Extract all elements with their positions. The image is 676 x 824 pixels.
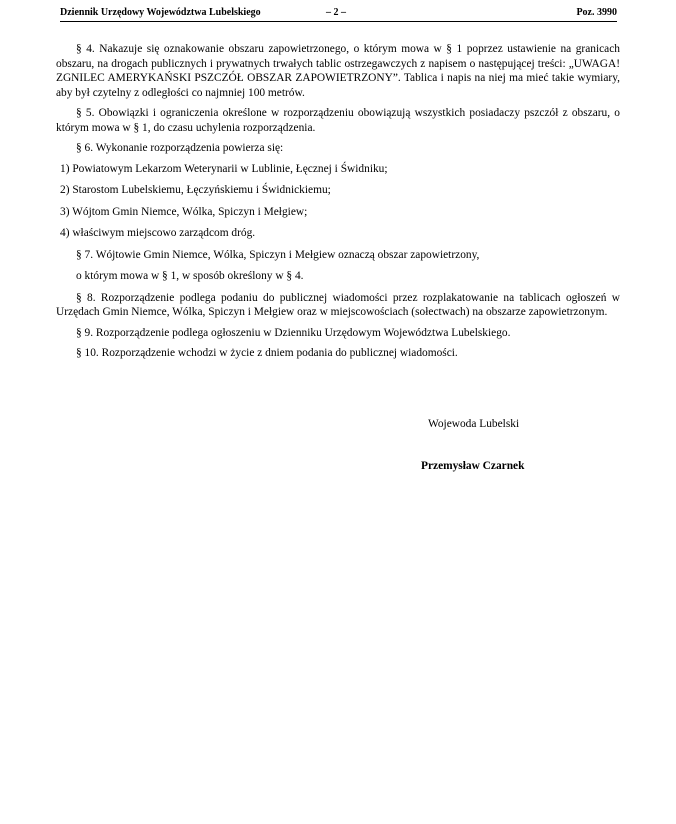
list-item: 4) właściwym miejscowo zarządcom dróg. bbox=[60, 227, 256, 239]
list-item: 1) Powiatowym Lekarzom Weterynarii w Lublinie, Łęcznej i Świdniku; bbox=[60, 162, 388, 175]
position-number: Poz. 3990 bbox=[576, 7, 617, 18]
paragraph-10: § 10. Rozporządzenie wchodzi w życie z dniem podania do publicznej wiadomości. bbox=[76, 347, 458, 359]
list-item: 3) Wójtom Gmin Niemce, Wólka, Spiczyn i Mełgiew; bbox=[60, 205, 308, 218]
paragraph-7-line-1: § 7. Wójtowie Gmin Niemce, Wólka, Spiczyn i Mełgiew oznaczą obszar zapowietrzony, bbox=[76, 248, 480, 261]
document-body bbox=[56, 42, 620, 367]
signatory-name: Przemysław Czarnek bbox=[421, 460, 525, 472]
list-item: 2) Starostom Lubelskiemu, Łęczyńskiemu i Świdnickiemu; bbox=[60, 184, 331, 196]
paragraph-7-line-2: o którym mowa w § 1, w sposób określony w § 4. bbox=[76, 270, 304, 282]
paragraph-9: § 9. Rozporządzenie podlega ogłoszeniu w Dzienniku Urzędowym Województwa Lubelskiego. bbox=[76, 326, 511, 339]
signatory-title: Wojewoda Lubelski bbox=[428, 418, 520, 430]
page-number: – 2 – bbox=[326, 7, 346, 18]
paragraph-6: § 6. Wykonanie rozporządzenia powierza się: bbox=[76, 142, 284, 154]
paragraph-5: § 5. Obowiązki i ograniczenia określone w rozporządzeniu obowiązują wszystkich posiadaczy pszczół z obszaru, o którym mowa w § 1, do czasu uchylenia rozporządzenia. bbox=[56, 107, 620, 134]
paragraph-4: § 4. Nakazuje się oznakowanie obszaru zapowietrzonego, o którym mowa w § 1 poprzez ustawienie na granicach obszaru, na drogach publicznych i prywatnych trwałych tablic ostrzegawczych z napisem o następującej treści: „UWAGA! ZGNILEC AMERYKAŃSKI PSZCZÓŁ OBSZAR ZAPOWIETRZONY”. Tablica i napis na niej ma mieć takie wymiary, aby był czytelny z odległości co najmniej 100 metrów. bbox=[56, 43, 620, 99]
journal-title: Dziennik Urzędowy Województwa Lubelskiego bbox=[60, 7, 261, 18]
paragraph-8: § 8. Rozporządzenie podlega podaniu do publicznej wiadomości przez rozplakatowanie na tablicach ogłoszeń w Urzędach Gmin Niemce, Wólka, Spiczyn i Mełgiew oraz w miejscowościach (sołectwach) na obszarze zapowietrzonym. bbox=[56, 291, 620, 318]
page-header bbox=[60, 7, 617, 22]
signature-block bbox=[421, 418, 525, 472]
